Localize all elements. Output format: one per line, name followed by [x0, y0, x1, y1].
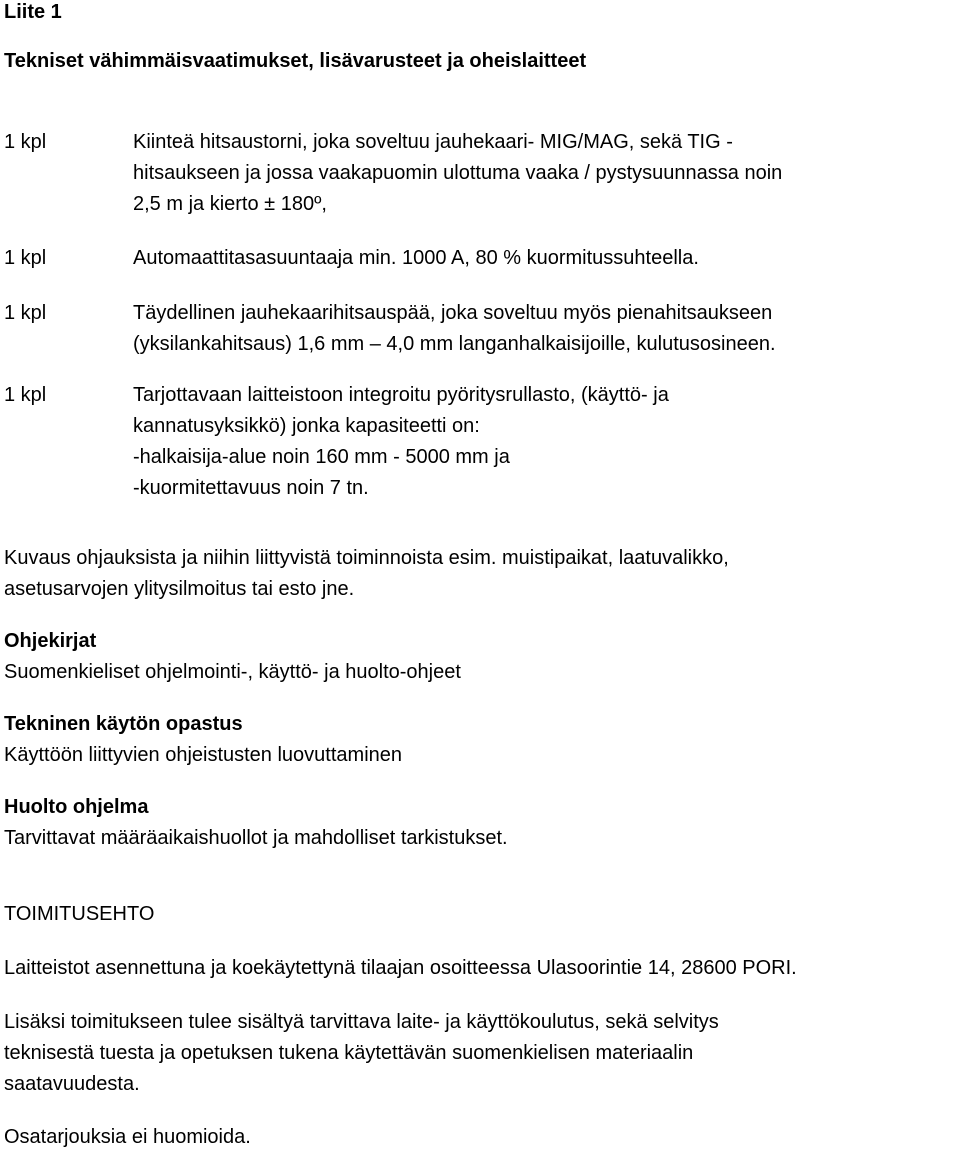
paragraph-line: Osatarjouksia ei huomioida.	[4, 1126, 251, 1148]
item-description	[133, 243, 699, 274]
section-text: Tarvittavat määräaikaishuollot ja mahdolliset tarkistukset.	[4, 827, 508, 849]
delivery-heading: TOIMITUSEHTO	[4, 903, 155, 925]
manuals-section	[4, 626, 461, 688]
paragraph-line: Kuvaus ohjauksista ja niihin liittyvistä toiminnoista esim. muistipaikat, laatuvalikko,	[4, 547, 729, 569]
item-quantity: 1 kpl	[4, 131, 47, 153]
paragraph-line: saatavuudesta.	[4, 1073, 140, 1095]
delivery-location	[4, 953, 797, 984]
item-description-line: hitsaukseen ja jossa vaakapuomin ulottuma vaaka / pystysuunnassa noin	[133, 162, 783, 184]
item-description-line: 2,5 m ja kierto ± 180º,	[133, 193, 327, 215]
training-section	[4, 709, 402, 771]
section-heading: Tekninen käytön opastus	[4, 713, 243, 735]
document-title: Tekniset vähimmäisvaatimukset, lisävarusteet ja oheislaitteet	[4, 50, 587, 72]
section-heading: Ohjekirjat	[4, 630, 97, 652]
section-heading: Huolto ohjelma	[4, 796, 149, 818]
item-description-line: Täydellinen jauhekaarihitsauspää, joka soveltuu myös pienahitsaukseen	[133, 302, 773, 324]
controls-description	[4, 543, 729, 605]
section-text: Käyttöön liittyvien ohjeistusten luovuttaminen	[4, 744, 403, 766]
item-description-line: Tarjottavaan laitteistoon integroitu pyöritysrullasto, (käyttö- ja	[133, 384, 669, 406]
paragraph-line: teknisestä tuesta ja opetuksen tukena käytettävän suomenkielisen materiaalin	[4, 1042, 694, 1064]
delivery-extra	[4, 1007, 719, 1100]
item-description	[133, 127, 782, 220]
item-description-line: Automaattitasasuuntaaja min. 1000 A, 80 % kuormitussuhteella.	[133, 247, 699, 269]
delivery-heading-block	[4, 899, 154, 930]
section-text: Suomenkieliset ohjelmointi-, käyttö- ja huolto-ohjeet	[4, 661, 461, 683]
attachment-label: Liite 1	[4, 1, 62, 23]
paragraph-line: Laitteistot asennettuna ja koekäytettynä tilaajan osoitteessa Ulasoorintie 14, 28600 PORI.	[4, 957, 797, 979]
item-quantity: 1 kpl	[4, 247, 47, 269]
item-description	[133, 298, 776, 360]
item-description-line: kannatusyksikkö) jonka kapasiteetti on:	[133, 415, 480, 437]
item-description-line: -kuormitettavuus noin 7 tn.	[133, 477, 369, 499]
item-description	[133, 380, 669, 504]
maintenance-section	[4, 792, 508, 854]
item-description-line: Kiinteä hitsaustorni, joka soveltuu jauhekaari- MIG/MAG, sekä TIG -	[133, 131, 733, 153]
partial-offers-note	[4, 1122, 251, 1153]
paragraph-line: asetusarvojen ylitysilmoitus tai esto jne.	[4, 578, 355, 600]
item-quantity: 1 kpl	[4, 384, 47, 406]
item-quantity: 1 kpl	[4, 302, 47, 324]
item-description-line: (yksilankahitsaus) 1,6 mm – 4,0 mm langanhalkaisijoille, kulutusosineen.	[133, 333, 776, 355]
item-description-line: -halkaisija-alue noin 160 mm - 5000 mm ja	[133, 446, 510, 468]
paragraph-line: Lisäksi toimitukseen tulee sisältyä tarvittava laite- ja käyttökoulutus, sekä selvitys	[4, 1011, 719, 1033]
